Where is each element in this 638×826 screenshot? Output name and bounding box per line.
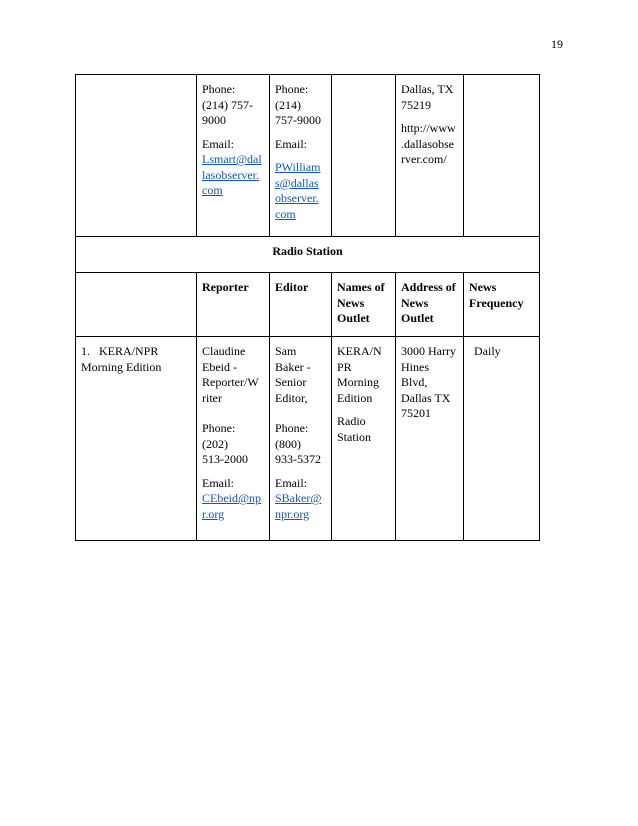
- section-row: [76, 237, 540, 273]
- editor-name: Baker -: [275, 359, 311, 374]
- frequency-cell: [464, 337, 540, 541]
- editor-email-link[interactable]: [275, 160, 326, 222]
- header-frequency-text: Frequency: [469, 295, 524, 310]
- editor-email-text: PWilliam: [275, 160, 321, 174]
- address-line: Dallas, TX: [401, 82, 454, 96]
- reporter-email-text: com: [202, 183, 223, 197]
- editor-phone: (214): [275, 97, 301, 112]
- reporter-phone-label: Phone:: [202, 82, 236, 96]
- header-address: [396, 273, 464, 337]
- editor-email-text: SBaker@: [275, 491, 322, 505]
- reporter-email-label: Email:: [202, 475, 234, 490]
- address-line: 75201: [401, 406, 431, 420]
- website-url: http://www: [401, 121, 456, 135]
- editor-email-text: s@dallas: [275, 175, 319, 190]
- reporter-phone: (202): [202, 436, 228, 451]
- header-outlet-text: Names of: [337, 280, 385, 294]
- outlet-cell: [332, 75, 396, 237]
- reporter-email-label: Email:: [202, 136, 234, 151]
- address-line: Blvd,: [401, 375, 428, 389]
- editor-email-label: Email:: [275, 475, 307, 490]
- outlet-line: KERA/N: [337, 344, 382, 358]
- outlet-line: Morning: [337, 375, 379, 389]
- address-line: Dallas TX: [401, 390, 451, 405]
- editor-email-label: Email:: [275, 136, 307, 151]
- outlet-name: 1. KERA/NPR: [81, 344, 159, 358]
- reporter-phone: (214) 757-: [202, 97, 253, 112]
- header-frequency-text: News: [469, 280, 497, 294]
- outlet-line: Radio: [337, 414, 366, 428]
- reporter-email-text: Lsmart@dal: [202, 152, 262, 166]
- reporter-email-text: r.org: [202, 506, 225, 521]
- outlet-line: Edition: [337, 390, 373, 405]
- outlet-line: Station: [337, 429, 372, 444]
- reporter-email-text: CEbeid@np: [202, 491, 262, 505]
- editor-email-link[interactable]: [275, 491, 326, 522]
- editor-phone: 933-5372: [275, 452, 321, 466]
- editor-name: Sam: [275, 344, 297, 358]
- editor-phone-label: Phone:: [275, 82, 309, 96]
- frequency-cell: [464, 75, 540, 237]
- reporter-phone: 9000: [202, 113, 226, 127]
- reporter-phone: 513-2000: [202, 452, 248, 466]
- header-frequency: [464, 273, 540, 337]
- header-address-text: News: [401, 295, 429, 310]
- editor-phone-label: Phone:: [275, 421, 309, 435]
- editor-cell: [270, 337, 332, 541]
- header-reporter: Reporter: [197, 273, 270, 337]
- page-number: 19: [551, 37, 563, 51]
- address-line: 3000 Harry: [401, 344, 456, 358]
- header-row: [76, 273, 540, 337]
- header-address-text: Address of: [401, 280, 456, 294]
- section-title: Radio Station: [76, 237, 540, 273]
- outlet-name-cell: [76, 75, 197, 237]
- reporter-email-link[interactable]: [202, 152, 264, 199]
- reporter-email-link[interactable]: [202, 491, 264, 522]
- editor-email-text: npr.org: [275, 506, 310, 521]
- editor-role: Editor,: [275, 390, 308, 405]
- reporter-cell: [197, 337, 270, 541]
- reporter-role: Reporter/W: [202, 375, 259, 389]
- table-row: [76, 337, 540, 541]
- frequency-value: Daily: [474, 344, 501, 358]
- table-row-continued: [76, 75, 540, 237]
- reporter-email-text: lasobserver.: [202, 167, 259, 182]
- header-outlet-text: Outlet: [337, 311, 370, 325]
- reporter-name: Claudine: [202, 344, 246, 358]
- header-editor: Editor: [270, 273, 332, 337]
- reporter-phone-label: Phone:: [202, 421, 236, 435]
- editor-email-text: observer.: [275, 191, 319, 205]
- outlet-name: Morning Edition: [81, 359, 162, 374]
- editor-phone: (800): [275, 436, 301, 451]
- address-cell: [396, 75, 464, 237]
- outlet-cell: [332, 337, 396, 541]
- editor-email-text: com: [275, 206, 296, 221]
- address-line: 75219: [401, 97, 431, 112]
- editor-phone: 757-9000: [275, 113, 321, 127]
- address-cell: [396, 337, 464, 541]
- media-contacts-table: [75, 74, 540, 541]
- header-empty: [76, 273, 197, 337]
- website-url: rver.com/: [401, 152, 447, 166]
- reporter-name: Ebeid -: [202, 359, 237, 374]
- reporter-cell: [197, 75, 270, 237]
- header-outlet: [332, 273, 396, 337]
- outlet-line: PR: [337, 359, 352, 374]
- website-url: .dallasobse: [401, 136, 454, 151]
- address-line: Hines: [401, 359, 429, 374]
- reporter-role: riter: [202, 390, 222, 405]
- outlet-name-cell: [76, 337, 197, 541]
- editor-role: Senior: [275, 375, 307, 389]
- editor-cell: [270, 75, 332, 237]
- header-outlet-text: News: [337, 295, 365, 310]
- header-address-text: Outlet: [401, 311, 434, 325]
